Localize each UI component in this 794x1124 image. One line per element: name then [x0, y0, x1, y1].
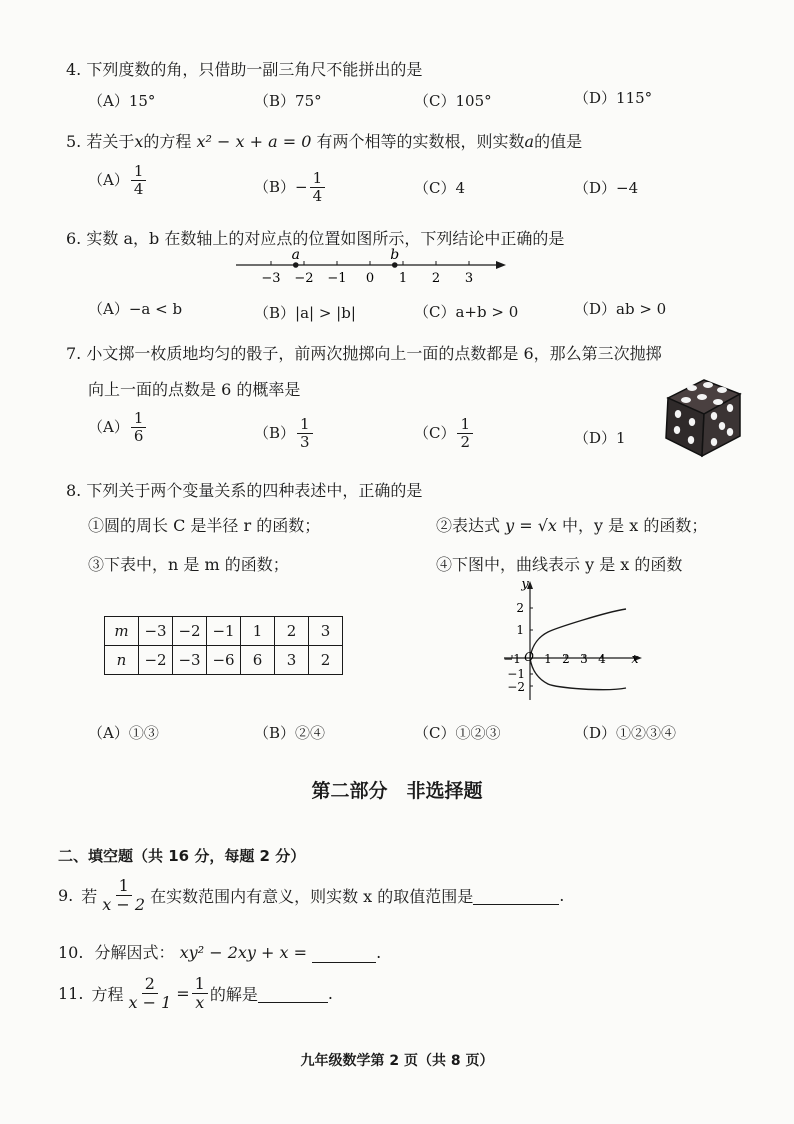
- option-d: （D）1: [574, 429, 626, 447]
- fraction: [125, 975, 174, 1013]
- option-c: [414, 416, 475, 452]
- question-9: [58, 877, 564, 915]
- table-row: [105, 617, 343, 646]
- equation: x² − x + a = 0: [196, 132, 312, 151]
- numerator: 1: [131, 163, 147, 181]
- y-tick-label: 1: [516, 623, 524, 637]
- punctuation: .: [327, 984, 333, 1004]
- question-4-stem: [66, 57, 422, 80]
- y-tick-label: −2: [507, 680, 525, 694]
- tick-label: −2: [294, 271, 314, 286]
- question-number: 10.: [58, 943, 84, 962]
- denominator: 4: [133, 180, 144, 199]
- denominator: x − 1: [128, 993, 172, 1013]
- table-cell: 2: [309, 646, 343, 675]
- section-heading: 二、填空题（共 16 分，每题 2 分）: [58, 847, 306, 865]
- question-text: 的值是: [534, 132, 583, 151]
- option-b: （B）75°: [254, 92, 322, 110]
- table-cell: −6: [207, 646, 241, 675]
- statement-3: ③下表中，n 是 m 的函数；: [88, 555, 289, 574]
- table-cell: 2: [275, 617, 309, 646]
- option-a: （A）15°: [88, 92, 156, 110]
- tick-label: −3: [261, 271, 281, 286]
- fraction: [457, 416, 473, 452]
- denominator: 6: [133, 427, 144, 446]
- option-b: [254, 170, 327, 206]
- table-cell: −2: [139, 646, 173, 675]
- answer-blank[interactable]: [258, 984, 328, 1003]
- question-7-stem: [66, 341, 662, 364]
- y-tick-label: 2: [516, 601, 524, 615]
- question-number: 11.: [58, 984, 84, 1004]
- option-d: （D）①②③④: [574, 724, 677, 742]
- equals-sign: =: [176, 984, 190, 1004]
- table-cell: −2: [173, 617, 207, 646]
- x-tick-label: 3: [580, 652, 588, 666]
- question-number: 5.: [66, 132, 82, 151]
- page-footer: 九年级数学第 2 页（共 8 页）: [300, 1053, 494, 1069]
- question-text: 方程: [91, 985, 124, 1005]
- option-b: （B）②④: [254, 724, 326, 742]
- tick-label: 0: [365, 271, 375, 286]
- point-a-marker: [293, 262, 299, 268]
- table-header-cell: [105, 646, 139, 675]
- table-cell: 3: [275, 646, 309, 675]
- origin-label: O: [524, 650, 534, 664]
- question-text: 若关于: [86, 132, 135, 151]
- point-a-label: a: [291, 247, 300, 263]
- question-text: 的解是: [209, 985, 258, 1005]
- option-a: （A）①③: [88, 724, 159, 742]
- point-b-marker: [392, 262, 398, 268]
- statement-text: 中，y 是 x 的函数；: [562, 516, 708, 535]
- numerator: 1: [297, 416, 313, 434]
- option-b: [254, 416, 315, 452]
- option-a: （A）−a < b: [88, 300, 183, 318]
- question-number: 8.: [66, 481, 82, 500]
- x-tick-label: 4: [598, 652, 606, 666]
- arrow-head-icon: [496, 261, 506, 269]
- question-text: 若: [81, 887, 98, 907]
- expression: y = √x: [505, 516, 557, 535]
- fraction: [131, 163, 147, 199]
- option-a: [88, 163, 148, 199]
- option-d: （D）−4: [574, 179, 639, 197]
- statement-2: [436, 513, 707, 536]
- numerator: 2: [142, 975, 158, 994]
- denominator: 3: [300, 433, 310, 452]
- denominator: 2: [460, 433, 471, 452]
- table-cell: 6: [241, 646, 275, 675]
- curve-upper-branch: [530, 609, 626, 658]
- question-text: 下列关于两个变量关系的四种表述中，正确的是: [86, 481, 423, 500]
- y-axis-label: y: [521, 577, 529, 592]
- y-tick-label: −1: [507, 667, 525, 681]
- statement-text: ②表达式: [436, 516, 501, 535]
- expression: xy² − 2xy + x =: [179, 943, 308, 962]
- x-axis-label: x: [631, 652, 639, 667]
- denominator: x: [195, 993, 205, 1013]
- question-5-stem: [66, 129, 582, 152]
- question-11: [58, 975, 333, 1013]
- table-cell: 3: [309, 617, 343, 646]
- question-number: 9.: [58, 886, 74, 906]
- tick-label: 3: [464, 271, 474, 286]
- tick-label: 1: [398, 271, 408, 286]
- curve-graph: [496, 574, 646, 702]
- tick-label: −1: [327, 271, 347, 286]
- fraction: [99, 877, 148, 915]
- denominator: x − 2: [102, 895, 146, 915]
- answer-blank[interactable]: [312, 944, 376, 963]
- option-a: [88, 410, 148, 446]
- cell-text: m: [114, 622, 129, 640]
- point-b-label: b: [390, 247, 400, 263]
- part-title: 第二部分 非选择题: [311, 780, 483, 802]
- option-label: （C）: [414, 423, 456, 442]
- question-number: 4.: [66, 60, 82, 79]
- option-c: （C）4: [414, 179, 466, 197]
- variable: a: [524, 132, 535, 151]
- option-d: （D）115°: [574, 89, 653, 107]
- option-c: （C）105°: [414, 92, 492, 110]
- question-10: [58, 940, 381, 963]
- variable: x: [134, 132, 144, 151]
- option-c: （C）a+b > 0: [414, 303, 519, 321]
- tick-label: 2: [431, 271, 441, 286]
- question-text: 的方程: [143, 132, 192, 151]
- dice-icon: [660, 368, 746, 460]
- question-text: 实数 a，b 在数轴上的对应点的位置如图所示，下列结论中正确的是: [86, 229, 565, 248]
- table-row: [105, 646, 343, 675]
- table-header-cell: [105, 617, 139, 646]
- table-cell: 1: [241, 617, 275, 646]
- question-text: 在实数范围内有意义，则实数 x 的取值范围是: [150, 887, 474, 907]
- numerator: 1: [457, 416, 473, 434]
- option-label: （B）−: [254, 177, 308, 196]
- numerator: 1: [131, 410, 147, 428]
- x-tick-label: 2: [562, 652, 570, 666]
- fraction: [297, 416, 313, 452]
- option-d: （D）ab > 0: [574, 300, 667, 318]
- option-label: （A）: [88, 417, 129, 436]
- numerator: 1: [192, 975, 208, 994]
- question-number: 7.: [66, 344, 82, 363]
- question-8-stem: [66, 478, 422, 501]
- numerator: 1: [310, 170, 326, 188]
- fraction: [192, 975, 208, 1013]
- x-tick-label: 1: [544, 652, 552, 666]
- table-cell: −3: [139, 617, 173, 646]
- answer-blank[interactable]: [473, 886, 559, 905]
- number-line: [230, 246, 510, 292]
- cell-text: n: [116, 651, 127, 669]
- question-text: 有两个相等的实数根，则实数: [316, 132, 525, 151]
- table-cell: −3: [173, 646, 207, 675]
- question-text: 下列度数的角，只借助一副三角尺不能拼出的是: [86, 60, 423, 79]
- table-cell: −1: [207, 617, 241, 646]
- denominator: 4: [312, 187, 323, 206]
- statement-4: ④下图中，曲线表示 y 是 x 的函数: [436, 555, 683, 574]
- punctuation: .: [559, 886, 565, 906]
- option-label: （B）: [254, 423, 296, 442]
- question-text: 小文掷一枚质地均匀的骰子，前两次抛掷向上一面的点数都是 6，那么第三次抛掷: [86, 344, 662, 363]
- punctuation: .: [376, 943, 382, 962]
- numerator: 1: [116, 877, 132, 896]
- option-b: （B）|a| > |b|: [254, 304, 356, 322]
- x-tick-label: −1: [503, 652, 521, 666]
- question-number: 6.: [66, 229, 82, 248]
- statement-1: ①圆的周长 C 是半径 r 的函数；: [88, 516, 321, 535]
- fraction: [131, 410, 147, 446]
- question-7-stem-line2: 向上一面的点数是 6 的概率是: [88, 380, 301, 399]
- option-c: （C）①②③: [414, 724, 501, 742]
- fraction: [310, 170, 326, 206]
- option-label: （A）: [88, 170, 129, 189]
- question-text: 分解因式：: [94, 943, 175, 962]
- m-n-table: [104, 616, 343, 675]
